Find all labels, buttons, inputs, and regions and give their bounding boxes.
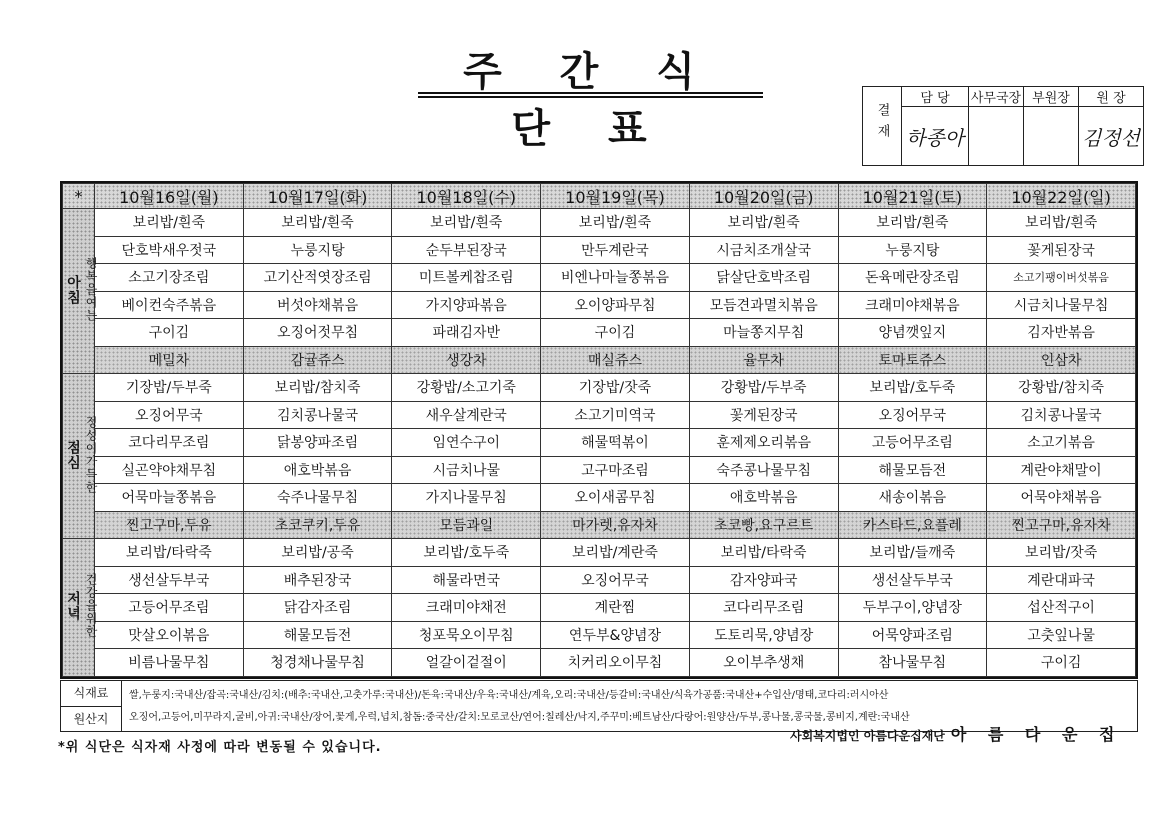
- menu-item: 임연수구이: [392, 429, 541, 457]
- menu-item: 순두부된장국: [392, 236, 541, 264]
- snack-item: 카스타드,요플레: [838, 511, 987, 539]
- menu-item: 고등어무조림: [838, 429, 987, 457]
- menu-grid: [60, 181, 1138, 679]
- approval-signature: [1024, 107, 1079, 166]
- origin-text: 쌀,누룽지:국내산/잡곡:국내산/김치:(배추:국내산,고춧가루:국내산)/돈육:국내산/우육:국내산/계육,오리:국내산/등갈비:국내산/식육가공품:국내산+수입산/명태,코다리:러시아산 오징어,고등어,미꾸라지,굴비,아귀:국내산/장어,꽃게,우럭,넙치,참돔:중국산/갈치:모로코산/연어:칠레산/낙지,주꾸미:베트남산/다랑어:원양산/두부,콩나물,콩국물,콩비지,계란:국내산: [129, 690, 910, 723]
- menu-item: 크래미야채전: [392, 594, 541, 622]
- snack-item: 모듬과일: [392, 511, 541, 539]
- corner-cell: *: [63, 184, 95, 209]
- menu-row: [63, 374, 1136, 402]
- menu-item: 소고기장조림: [95, 264, 244, 292]
- snack-item: 찐고구마,유자차: [987, 511, 1136, 539]
- menu-item: 계란야채말이: [987, 456, 1136, 484]
- menu-item: 맛살오이볶음: [95, 621, 244, 649]
- menu-item: 기장밥/두부죽: [95, 374, 244, 402]
- menu-item: 양념깻잎지: [838, 319, 987, 347]
- menu-item: 버섯야채볶음: [243, 291, 392, 319]
- menu-item: 오징어무국: [541, 566, 690, 594]
- menu-item: 어묵양파조림: [838, 621, 987, 649]
- menu-item: 보리밥/흰죽: [987, 209, 1136, 237]
- day-header-row: [63, 184, 1136, 209]
- day-header: 10월20일(금): [689, 184, 838, 209]
- meal-label: 건강을위한 저녁: [63, 539, 95, 677]
- snack-item: 생강차: [392, 346, 541, 374]
- menu-item: 시금치나물: [392, 456, 541, 484]
- menu-item: 보리밥/호두죽: [392, 539, 541, 567]
- menu-row: [63, 401, 1136, 429]
- menu-item: 어묵야채볶음: [987, 484, 1136, 512]
- approval-header: 부원장: [1024, 87, 1079, 107]
- menu-item: 누룽지탕: [838, 236, 987, 264]
- menu-item: 김치콩나물국: [243, 401, 392, 429]
- menu-item: 감자양파국: [689, 566, 838, 594]
- menu-item: 강황밥/참치죽: [987, 374, 1136, 402]
- menu-item: 보리밥/타락죽: [95, 539, 244, 567]
- menu-item: 꽃게된장국: [987, 236, 1136, 264]
- menu-item: 보리밥/계란죽: [541, 539, 690, 567]
- menu-item: 보리밥/흰죽: [392, 209, 541, 237]
- menu-item: 만두계란국: [541, 236, 690, 264]
- menu-item: 강황밥/두부죽: [689, 374, 838, 402]
- origin-label: 식재료 원산지: [61, 681, 122, 731]
- menu-item: 소고기팽이버섯볶음: [987, 264, 1136, 292]
- menu-row: [63, 264, 1136, 292]
- menu-item: 계란찜: [541, 594, 690, 622]
- menu-item: 닭감자조림: [243, 594, 392, 622]
- menu-row: [63, 209, 1136, 237]
- menu-item: 청경채나물무침: [243, 649, 392, 677]
- menu-item: 보리밥/흰죽: [243, 209, 392, 237]
- menu-item: 꽃게된장국: [689, 401, 838, 429]
- menu-item: 섭산적구이: [987, 594, 1136, 622]
- menu-item: 계란대파국: [987, 566, 1136, 594]
- approval-header: 원 장: [1079, 87, 1144, 107]
- menu-item: 가지양파볶음: [392, 291, 541, 319]
- approval-signature: 하종아: [902, 107, 969, 166]
- menu-item: 생선살두부국: [838, 566, 987, 594]
- menu-item: 보리밥/들깨죽: [838, 539, 987, 567]
- menu-item: 시금치나물무침: [987, 291, 1136, 319]
- menu-item: 보리밥/참치죽: [243, 374, 392, 402]
- menu-item: 닭살단호박조림: [689, 264, 838, 292]
- menu-item: 보리밥/공죽: [243, 539, 392, 567]
- menu-item: 새송이볶음: [838, 484, 987, 512]
- menu-item: 해물떡볶이: [541, 429, 690, 457]
- menu-item: 보리밥/흰죽: [541, 209, 690, 237]
- menu-item: 생선살두부국: [95, 566, 244, 594]
- menu-item: 실곤약야채무침: [95, 456, 244, 484]
- approval-signature: 김정선: [1079, 107, 1144, 166]
- menu-item: 누룽지탕: [243, 236, 392, 264]
- menu-item: 고구마조림: [541, 456, 690, 484]
- menu-item: 어묵마늘쫑볶음: [95, 484, 244, 512]
- menu-item: 닭봉양파조림: [243, 429, 392, 457]
- menu-item: 치커리오이무침: [541, 649, 690, 677]
- menu-item: 두부구이,양념장: [838, 594, 987, 622]
- menu-row: [63, 539, 1136, 567]
- menu-item: 고등어무조림: [95, 594, 244, 622]
- menu-item: 숙주콩나물무침: [689, 456, 838, 484]
- menu-item: 도토리묵,양념장: [689, 621, 838, 649]
- menu-item: 소고기미역국: [541, 401, 690, 429]
- menu-item: 크래미야채볶음: [838, 291, 987, 319]
- snack-row: [63, 346, 1136, 374]
- menu-row: [63, 429, 1136, 457]
- menu-item: 배추된장국: [243, 566, 392, 594]
- snack-item: 매실쥬스: [541, 346, 690, 374]
- snack-item: 토마토쥬스: [838, 346, 987, 374]
- snack-row: [63, 511, 1136, 539]
- menu-item: 고기산적엿장조림: [243, 264, 392, 292]
- menu-item: 애호박볶음: [689, 484, 838, 512]
- menu-item: 보리밥/흰죽: [689, 209, 838, 237]
- menu-item: 가지나물무침: [392, 484, 541, 512]
- menu-item: 단호박새우젓국: [95, 236, 244, 264]
- menu-item: 비름나물무침: [95, 649, 244, 677]
- menu-item: 모듬견과멸치볶음: [689, 291, 838, 319]
- menu-item: 시금치조개살국: [689, 236, 838, 264]
- snack-item: 메밀차: [95, 346, 244, 374]
- menu-row: [63, 484, 1136, 512]
- approval-signature: [969, 107, 1024, 166]
- snack-item: 마가렛,유자차: [541, 511, 690, 539]
- approval-header: 사무국장: [969, 87, 1024, 107]
- day-header: 10월18일(수): [392, 184, 541, 209]
- menu-item: 마늘쫑지무침: [689, 319, 838, 347]
- snack-item: 인삼차: [987, 346, 1136, 374]
- menu-item: 오이부추생채: [689, 649, 838, 677]
- menu-item: 오징어젓무침: [243, 319, 392, 347]
- title-underline: [418, 92, 763, 98]
- menu-row: [63, 649, 1136, 677]
- menu-item: 참나물무침: [838, 649, 987, 677]
- day-header: 10월17일(화): [243, 184, 392, 209]
- approval-box: [862, 86, 1144, 166]
- menu-item: 새우살계란국: [392, 401, 541, 429]
- approval-header: 담 당: [902, 87, 969, 107]
- menu-item: 코다리무조림: [95, 429, 244, 457]
- notice-text: *위 식단은 식자재 사정에 따라 변동될 수 있습니다.: [58, 740, 382, 755]
- day-header: 10월22일(일): [987, 184, 1136, 209]
- menu-item: 구이김: [987, 649, 1136, 677]
- snack-item: 율무차: [689, 346, 838, 374]
- menu-item: 코다리무조림: [689, 594, 838, 622]
- menu-row: [63, 236, 1136, 264]
- menu-item: 얼갈이겉절이: [392, 649, 541, 677]
- menu-item: 김자반볶음: [987, 319, 1136, 347]
- menu-row: [63, 594, 1136, 622]
- meal-label: 정성이가득한 점심: [63, 374, 95, 539]
- menu-row: [63, 291, 1136, 319]
- menu-item: 비엔나마늘쫑볶음: [541, 264, 690, 292]
- menu-row: [63, 566, 1136, 594]
- menu-item: 보리밥/잣죽: [987, 539, 1136, 567]
- menu-row: [63, 621, 1136, 649]
- menu-item: 기장밥/잣죽: [541, 374, 690, 402]
- menu-item: 구이김: [95, 319, 244, 347]
- menu-item: 해물모듬전: [838, 456, 987, 484]
- menu-item: 오징어무국: [838, 401, 987, 429]
- menu-item: 김치콩나물국: [987, 401, 1136, 429]
- menu-item: 보리밥/흰죽: [95, 209, 244, 237]
- menu-item: 오징어무국: [95, 401, 244, 429]
- menu-item: 강황밥/소고기죽: [392, 374, 541, 402]
- menu-item: 보리밥/타락죽: [689, 539, 838, 567]
- menu-item: 숙주나물무침: [243, 484, 392, 512]
- menu-item: 고춧잎나물: [987, 621, 1136, 649]
- menu-item: 구이김: [541, 319, 690, 347]
- snack-item: 초코쿠키,두유: [243, 511, 392, 539]
- organization-name: 사회복지법인 아름다운집재단 아 름 다 운 집: [790, 725, 1123, 744]
- menu-item: 해물라면국: [392, 566, 541, 594]
- menu-item: 보리밥/호두죽: [838, 374, 987, 402]
- meal-label: 행복을여는 아침: [63, 209, 95, 374]
- menu-item: 베이컨숙주볶음: [95, 291, 244, 319]
- menu-item: 훈제제오리볶음: [689, 429, 838, 457]
- menu-item: 소고기볶음: [987, 429, 1136, 457]
- day-header: 10월19일(목): [541, 184, 690, 209]
- day-header: 10월16일(월): [95, 184, 244, 209]
- snack-item: 감귤쥬스: [243, 346, 392, 374]
- menu-item: 돈육메란장조림: [838, 264, 987, 292]
- menu-item: 오이새콤무침: [541, 484, 690, 512]
- menu-row: [63, 319, 1136, 347]
- menu-item: 연두부&양념장: [541, 621, 690, 649]
- menu-row: [63, 456, 1136, 484]
- day-header: 10월21일(토): [838, 184, 987, 209]
- snack-item: 초코빵,요구르트: [689, 511, 838, 539]
- page-title: 주 간 식 단 표: [463, 49, 717, 152]
- approval-side-label: 결재: [863, 87, 902, 166]
- menu-item: 파래김자반: [392, 319, 541, 347]
- menu-item: 미트볼케찹조림: [392, 264, 541, 292]
- menu-item: 보리밥/흰죽: [838, 209, 987, 237]
- menu-item: 해물모듬전: [243, 621, 392, 649]
- menu-item: 오이양파무침: [541, 291, 690, 319]
- menu-item: 청포묵오이무침: [392, 621, 541, 649]
- snack-item: 찐고구마,두유: [95, 511, 244, 539]
- menu-item: 애호박볶음: [243, 456, 392, 484]
